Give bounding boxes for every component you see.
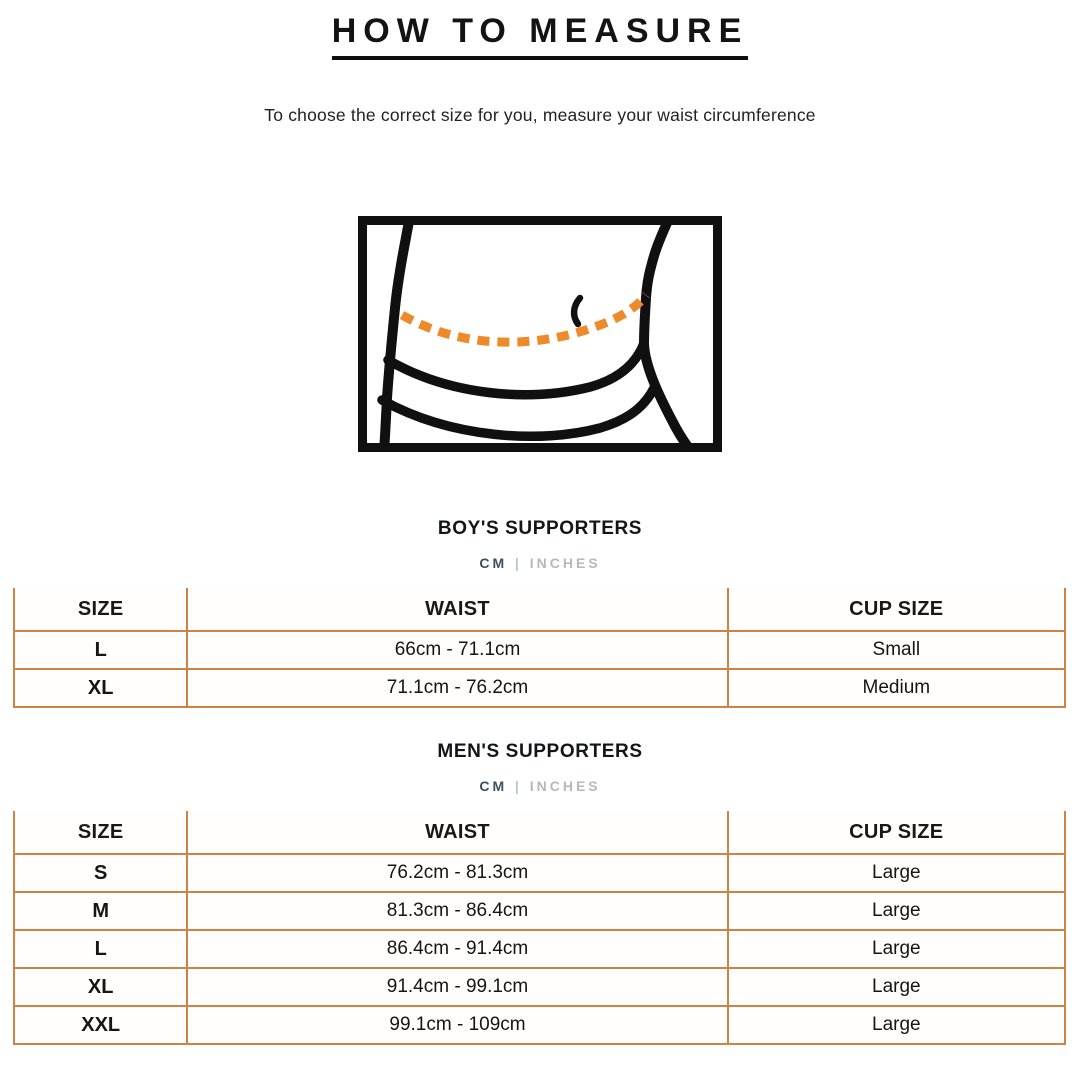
size-cell: L [14,631,187,669]
table-header-row [14,588,1065,631]
cup-size-cell: Large [728,1006,1065,1044]
cup-size-cell: Large [728,930,1065,968]
waist-cell: 91.4cm - 99.1cm [187,968,727,1006]
header-waist: WAIST [187,588,727,631]
unit-toggle-mens [0,778,1080,794]
unit-inches-link[interactable]: INCHES [529,778,601,794]
waist-cell: 99.1cm - 109cm [187,1006,727,1044]
cup-size-cell: Large [728,854,1065,892]
navel-mark [574,298,580,324]
size-cell: S [14,854,187,892]
waist-cell: 76.2cm - 81.3cm [187,854,727,892]
measuring-tape-dashed-line [402,295,646,342]
section-heading-mens: MEN'S SUPPORTERS [437,741,643,762]
table-row [14,631,1065,669]
page-title: HOW TO MEASURE [332,12,749,60]
size-cell: M [14,892,187,930]
table-row [14,1006,1065,1044]
cup-size-cell: Medium [728,669,1065,707]
cup-size-cell: Large [728,892,1065,930]
waist-cell: 81.3cm - 86.4cm [187,892,727,930]
waist-cell: 71.1cm - 76.2cm [187,669,727,707]
table-row [14,892,1065,930]
header-size: SIZE [14,811,187,854]
size-cell: L [14,930,187,968]
table-row [14,854,1065,892]
header-waist: WAIST [187,811,727,854]
table-row [14,930,1065,968]
waistband-upper-line [388,343,644,395]
waist-cell: 86.4cm - 91.4cm [187,930,727,968]
size-cell: XL [14,669,187,707]
title-wrap [0,0,1080,60]
boys-size-table [13,588,1066,708]
unit-cm-link[interactable]: CM [479,555,508,571]
section-mens-supporters [0,741,1080,1045]
body-right-outline [644,216,692,452]
header-size: SIZE [14,588,187,631]
section-heading-boys: BOY'S SUPPORTERS [437,518,643,539]
unit-inches-link[interactable]: INCHES [529,555,601,571]
waist-diagram-svg [358,216,722,452]
header-cup-size: CUP SIZE [728,811,1065,854]
size-cell: XL [14,968,187,1006]
header-cup-size: CUP SIZE [728,588,1065,631]
waist-cell: 66cm - 71.1cm [187,631,727,669]
mens-size-table [13,811,1066,1045]
unit-cm-link[interactable]: CM [479,778,508,794]
waist-measurement-illustration [358,216,722,452]
page-subtitle: To choose the correct size for you, measure your waist circumference [264,105,816,125]
unit-toggle-boys [0,555,1080,571]
unit-separator: | [515,778,522,794]
cup-size-cell: Small [728,631,1065,669]
table-row [14,968,1065,1006]
table-header-row [14,811,1065,854]
cup-size-cell: Large [728,968,1065,1006]
unit-separator: | [515,555,522,571]
section-boys-supporters [0,518,1080,708]
size-cell: XXL [14,1006,187,1044]
table-row [14,669,1065,707]
